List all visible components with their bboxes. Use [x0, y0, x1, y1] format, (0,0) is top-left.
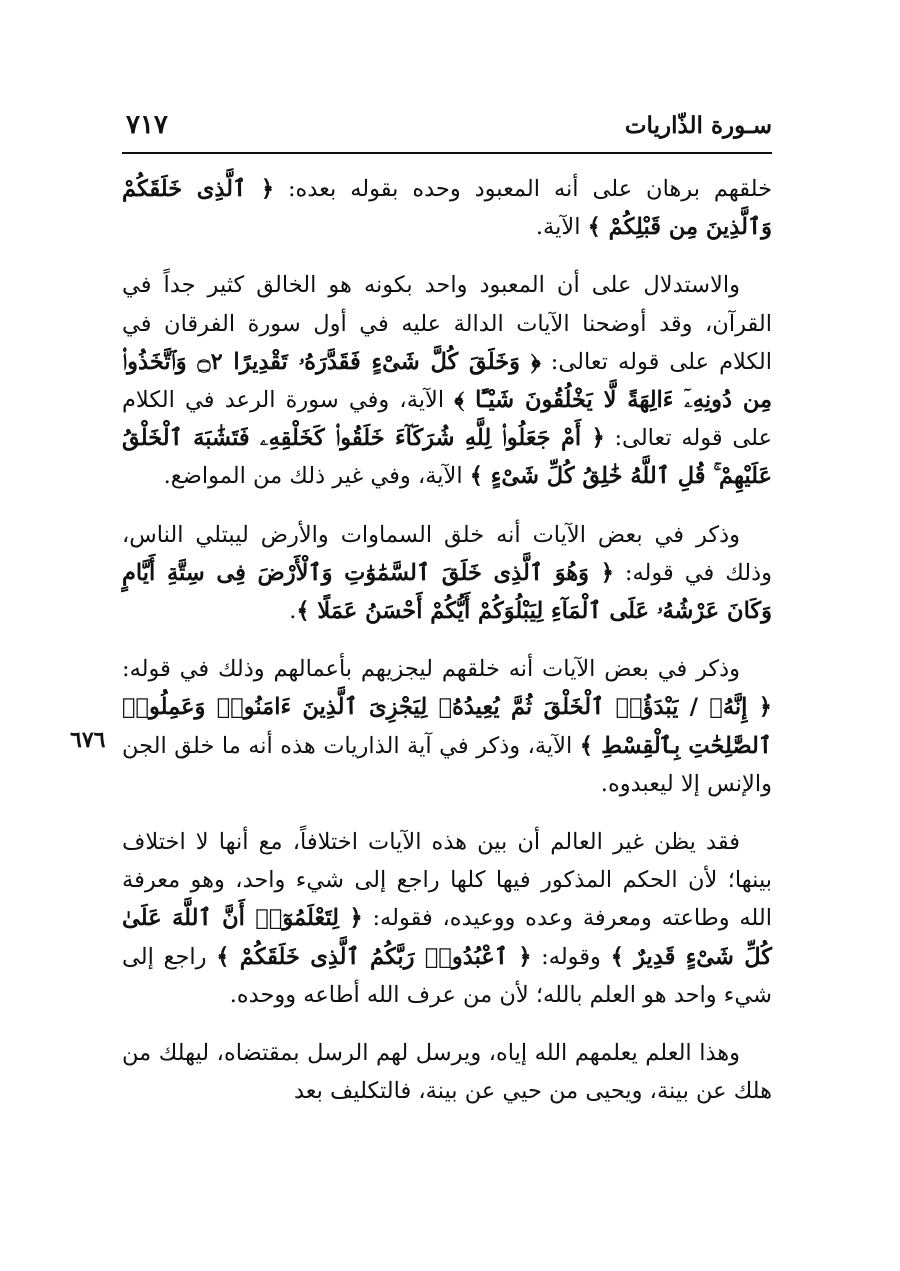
quran-verse: ﴿ وَهُوَ ٱلَّذِى خَلَقَ ٱلسَّمَٰوَٰتِ وَٱلْأَرْضَ فِى سِتَّةِ أَيَّامٍ وَكَانَ عَرْشُهُۥ عَلَى ٱلْمَآءِ لِيَبْلُوَكُمْ أَيُّكُمْ أَحْسَنُ عَمَلًا ﴾: [122, 559, 772, 625]
paragraph-6: وهذا العلم يعلمهم الله إياه، ويرسل لهم الرسل بمقتضاه، ليهلك من هلك عن بينة، ويحيى من حيي عن بينة، فالتكليف بعد: [122, 1040, 772, 1105]
quran-verse: ﴿ ٱلَّذِى خَلَقَكُمْ وَٱلَّذِينَ مِن قَبْلِكُمْ ﴾: [122, 176, 772, 241]
quran-verse: ﴿ لِتَعْلَمُوٓا۟ أَنَّ ٱللَّهَ عَلَىٰ كُلِّ شَىْءٍ قَدِيرٌ ﴾: [122, 905, 772, 970]
page-number: ٧١٧: [126, 110, 168, 140]
paragraph-4: وذكر في بعض الآيات أنه خلقهم ليجزيهم بأعمالهم وذلك في قوله: ﴿ إِنَّهُۥ / يَبْدَؤُا۟ ٱلْخَلْقَ ثُمَّ يُعِيدُهُۥ لِيَجْزِىَ ٱلَّذِينَ ءَامَنُوا۟ وَعَمِلُوا۟ ٱلصَّٰلِحَٰتِ بِٱلْقِسْطِ ﴾ الآية، وذكر في آية الذاريات هذه أنه ما خلق الجن والإنس إلا ليعبدوه.: [122, 656, 772, 797]
quran-verse: ﴿ إِنَّهُۥ / يَبْدَؤُا۟ ٱلْخَلْقَ ثُمَّ يُعِيدُهُۥ لِيَجْزِىَ ٱلَّذِينَ ءَامَنُوا۟ وَعَمِلُوا۟ ٱلصَّٰلِحَٰتِ بِٱلْقِسْطِ ﴾: [122, 694, 772, 759]
paragraph-5: فقد يظن غير العالم أن بين هذه الآيات اختلافاً، مع أنها لا اختلاف بينها؛ لأن الحكم المذكور فيها كلها راجع إلى شيء واحد، وهو معرفة الله وطاعته ومعرفة وعده ووعيده، فقوله: ﴿ لِتَعْلَمُوٓا۟ أَنَّ ٱللَّهَ عَلَىٰ كُلِّ شَىْءٍ قَدِيرٌ ﴾ وقوله: ﴿ ٱعْبُدُوا۟ رَبَّكُمُ ٱلَّذِى خَلَقَكُمْ ﴾ راجع إلى شيء واحد هو العلم بالله؛ لأن من عرف الله أطاعه ووحده.: [122, 829, 772, 1008]
paragraph-1: خلقهم برهان على أنه المعبود وحده بقوله بعده: ﴿ ٱلَّذِى خَلَقَكُمْ وَٱلَّذِينَ مِن قَبْلِكُمْ ﴾ الآية.: [122, 176, 773, 241]
quran-verse: ﴿ أَمْ جَعَلُوا۟ لِلَّهِ شُرَكَآءَ خَلَقُوا۟ كَخَلْقِهِۦ فَتَشَٰبَهَ ٱلْخَلْقُ عَلَيْهِمْ ۚ قُلِ ٱللَّهُ خَٰلِقُ كُلِّ شَىْءٍ ﴾: [122, 425, 772, 490]
margin-page-reference: ٦٧٦: [70, 727, 106, 753]
surah-title: سـورة الذّاريات: [624, 112, 772, 139]
quran-verse: ﴿ ٱعْبُدُوا۟ رَبَّكُمُ ٱلَّذِى خَلَقَكُمْ ﴾: [216, 943, 532, 970]
paragraph-3: وذكر في بعض الآيات أنه خلق السماوات والأرض ليبتلي الناس، وذلك في قوله: ﴿ وَهُوَ ٱلَّذِى خَلَقَ ٱلسَّمَٰوَٰتِ وَٱلْأَرْضَ فِى سِتَّةِ أَيَّامٍ وَكَانَ عَرْشُهُۥ عَلَى ٱلْمَآءِ لِيَبْلُوَكُمْ أَيُّكُمْ أَحْسَنُ عَمَلًا ﴾.: [122, 521, 772, 625]
quran-verse: ﴿ وَخَلَقَ كُلَّ شَىْءٍ فَقَدَّرَهُۥ تَقْدِيرًا ۝٢ وَٱتَّخَذُوا۟ مِن دُونِهِۦٓ ءَالِهَةً لَّا يَخْلُقُونَ شَيْـًٔا ﴾: [122, 348, 772, 414]
page-body: [122, 170, 772, 1130]
page-header: [122, 112, 772, 152]
header-divider: [122, 152, 772, 154]
paragraph-2: والاستدلال على أن المعبود واحد بكونه هو الخالق كثير جداً في القرآن، وقد أوضحنا الآيات الدالة عليه في أول سورة الفرقان في الكلام على قوله تعالى: ﴿ وَخَلَقَ كُلَّ شَىْءٍ فَقَدَّرَهُۥ تَقْدِيرًا ۝٢ وَٱتَّخَذُوا۟ مِن دُونِهِۦٓ ءَالِهَةً لَّا يَخْلُقُونَ شَيْـًٔا ﴾ الآية، وفي سورة الرعد في الكلام على قوله تعالى: ﴿ أَمْ جَعَلُوا۟ لِلَّهِ شُرَكَآءَ خَلَقُوا۟ كَخَلْقِهِۦ فَتَشَٰبَهَ ٱلْخَلْقُ عَلَيْهِمْ ۚ قُلِ ٱللَّهُ خَٰلِقُ كُلِّ شَىْءٍ ﴾ الآية، وفي غير ذلك من المواضع.: [122, 272, 773, 490]
